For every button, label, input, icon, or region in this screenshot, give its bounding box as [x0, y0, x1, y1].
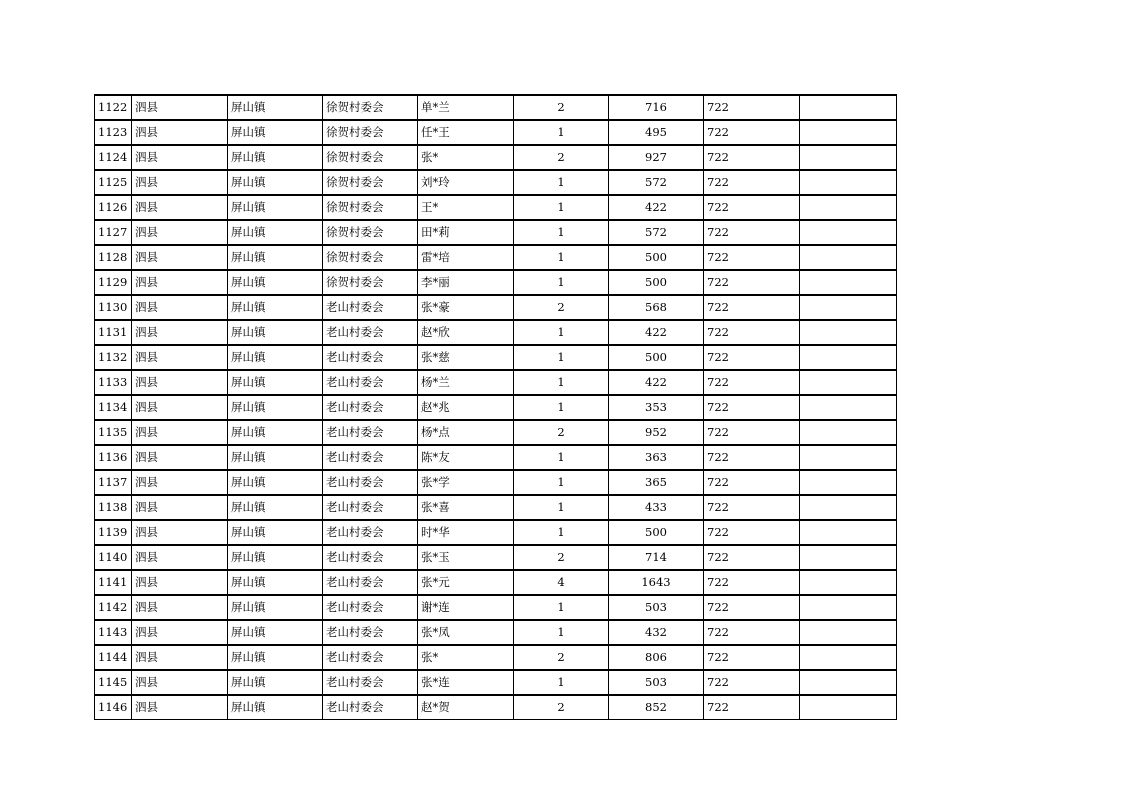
county-cell: 泗县: [132, 320, 228, 345]
household-count-cell: 2: [514, 645, 609, 670]
table-row: [95, 420, 897, 445]
row-index-cell: 1146: [95, 695, 132, 720]
row-index-cell: 1133: [95, 370, 132, 395]
table-row: [95, 170, 897, 195]
county-cell: 泗县: [132, 145, 228, 170]
town-cell: 屏山镇: [228, 570, 323, 595]
row-index-cell: 1143: [95, 620, 132, 645]
row-index-cell: 1122: [95, 95, 132, 120]
row-index-cell: 1132: [95, 345, 132, 370]
standard-cell: 722: [704, 95, 800, 120]
remark-cell: [800, 170, 897, 195]
village-cell: 徐贺村委会: [323, 95, 418, 120]
standard-cell: 722: [704, 170, 800, 195]
amount-cell: 952: [609, 420, 704, 445]
table-row: [95, 370, 897, 395]
standard-cell: 722: [704, 645, 800, 670]
table-row: [95, 620, 897, 645]
county-cell: 泗县: [132, 695, 228, 720]
town-cell: 屏山镇: [228, 345, 323, 370]
town-cell: 屏山镇: [228, 245, 323, 270]
village-cell: 徐贺村委会: [323, 195, 418, 220]
amount-cell: 716: [609, 95, 704, 120]
household-count-cell: 1: [514, 170, 609, 195]
county-cell: 泗县: [132, 295, 228, 320]
name-cell: 张*: [418, 145, 514, 170]
row-index-cell: 1137: [95, 470, 132, 495]
name-cell: 刘*玲: [418, 170, 514, 195]
village-cell: 老山村委会: [323, 595, 418, 620]
amount-cell: 806: [609, 645, 704, 670]
household-count-cell: 1: [514, 670, 609, 695]
row-index-cell: 1142: [95, 595, 132, 620]
town-cell: 屏山镇: [228, 170, 323, 195]
standard-cell: 722: [704, 420, 800, 445]
table-row: [95, 220, 897, 245]
town-cell: 屏山镇: [228, 395, 323, 420]
table-row: [95, 320, 897, 345]
village-cell: 徐贺村委会: [323, 220, 418, 245]
amount-cell: 568: [609, 295, 704, 320]
county-cell: 泗县: [132, 195, 228, 220]
row-index-cell: 1144: [95, 645, 132, 670]
village-cell: 老山村委会: [323, 295, 418, 320]
town-cell: 屏山镇: [228, 595, 323, 620]
amount-cell: 1643: [609, 570, 704, 595]
table-row: [95, 295, 897, 320]
standard-cell: 722: [704, 695, 800, 720]
county-cell: 泗县: [132, 345, 228, 370]
standard-cell: 722: [704, 495, 800, 520]
county-cell: 泗县: [132, 170, 228, 195]
household-count-cell: 2: [514, 295, 609, 320]
standard-cell: 722: [704, 195, 800, 220]
county-cell: 泗县: [132, 470, 228, 495]
remark-cell: [800, 245, 897, 270]
household-count-cell: 2: [514, 545, 609, 570]
row-index-cell: 1130: [95, 295, 132, 320]
table-body: [95, 95, 897, 720]
table-row: [95, 470, 897, 495]
name-cell: 张*凤: [418, 620, 514, 645]
standard-cell: 722: [704, 270, 800, 295]
name-cell: 赵*贺: [418, 695, 514, 720]
county-cell: 泗县: [132, 670, 228, 695]
household-count-cell: 1: [514, 370, 609, 395]
amount-cell: 500: [609, 245, 704, 270]
name-cell: 张*学: [418, 470, 514, 495]
row-index-cell: 1128: [95, 245, 132, 270]
row-index-cell: 1139: [95, 520, 132, 545]
row-index-cell: 1129: [95, 270, 132, 295]
table-row: [95, 345, 897, 370]
county-cell: 泗县: [132, 595, 228, 620]
town-cell: 屏山镇: [228, 445, 323, 470]
village-cell: 老山村委会: [323, 345, 418, 370]
remark-cell: [800, 645, 897, 670]
county-cell: 泗县: [132, 245, 228, 270]
remark-cell: [800, 470, 897, 495]
remark-cell: [800, 545, 897, 570]
town-cell: 屏山镇: [228, 220, 323, 245]
table-row: [95, 95, 897, 120]
table-row: [95, 445, 897, 470]
row-index-cell: 1135: [95, 420, 132, 445]
name-cell: 杨*兰: [418, 370, 514, 395]
row-index-cell: 1126: [95, 195, 132, 220]
standard-cell: 722: [704, 245, 800, 270]
amount-cell: 572: [609, 220, 704, 245]
town-cell: 屏山镇: [228, 470, 323, 495]
standard-cell: 722: [704, 570, 800, 595]
remark-cell: [800, 195, 897, 220]
remark-cell: [800, 295, 897, 320]
household-count-cell: 1: [514, 470, 609, 495]
amount-cell: 422: [609, 370, 704, 395]
table-row: [95, 695, 897, 720]
remark-cell: [800, 345, 897, 370]
remark-cell: [800, 320, 897, 345]
town-cell: 屏山镇: [228, 645, 323, 670]
town-cell: 屏山镇: [228, 420, 323, 445]
name-cell: 田*莉: [418, 220, 514, 245]
village-cell: 老山村委会: [323, 495, 418, 520]
amount-cell: 365: [609, 470, 704, 495]
county-cell: 泗县: [132, 545, 228, 570]
row-index-cell: 1125: [95, 170, 132, 195]
amount-cell: 422: [609, 195, 704, 220]
village-cell: 老山村委会: [323, 420, 418, 445]
remark-cell: [800, 370, 897, 395]
table-row: [95, 195, 897, 220]
row-index-cell: 1136: [95, 445, 132, 470]
county-cell: 泗县: [132, 645, 228, 670]
standard-cell: 722: [704, 295, 800, 320]
table-row: [95, 395, 897, 420]
village-cell: 老山村委会: [323, 570, 418, 595]
village-cell: 徐贺村委会: [323, 245, 418, 270]
household-count-cell: 1: [514, 270, 609, 295]
name-cell: 任*王: [418, 120, 514, 145]
village-cell: 老山村委会: [323, 470, 418, 495]
village-cell: 老山村委会: [323, 320, 418, 345]
remark-cell: [800, 95, 897, 120]
name-cell: 张*豪: [418, 295, 514, 320]
name-cell: 陈*友: [418, 445, 514, 470]
row-index-cell: 1131: [95, 320, 132, 345]
table-row: [95, 270, 897, 295]
row-index-cell: 1127: [95, 220, 132, 245]
table-row: [95, 670, 897, 695]
standard-cell: 722: [704, 145, 800, 170]
village-cell: 老山村委会: [323, 645, 418, 670]
household-count-cell: 1: [514, 120, 609, 145]
table-row: [95, 520, 897, 545]
standard-cell: 722: [704, 520, 800, 545]
remark-cell: [800, 420, 897, 445]
row-index-cell: 1134: [95, 395, 132, 420]
town-cell: 屏山镇: [228, 670, 323, 695]
name-cell: 张*元: [418, 570, 514, 595]
village-cell: 老山村委会: [323, 395, 418, 420]
household-count-cell: 2: [514, 420, 609, 445]
amount-cell: 353: [609, 395, 704, 420]
remark-cell: [800, 220, 897, 245]
village-cell: 老山村委会: [323, 520, 418, 545]
name-cell: 李*丽: [418, 270, 514, 295]
household-count-cell: 2: [514, 145, 609, 170]
town-cell: 屏山镇: [228, 695, 323, 720]
name-cell: 杨*点: [418, 420, 514, 445]
remark-cell: [800, 120, 897, 145]
table-row: [95, 595, 897, 620]
amount-cell: 500: [609, 520, 704, 545]
remark-cell: [800, 145, 897, 170]
standard-cell: 722: [704, 345, 800, 370]
village-cell: 老山村委会: [323, 620, 418, 645]
table-row: [95, 120, 897, 145]
county-cell: 泗县: [132, 570, 228, 595]
village-cell: 老山村委会: [323, 445, 418, 470]
remark-cell: [800, 670, 897, 695]
standard-cell: 722: [704, 545, 800, 570]
remark-cell: [800, 570, 897, 595]
village-cell: 老山村委会: [323, 695, 418, 720]
village-cell: 徐贺村委会: [323, 170, 418, 195]
amount-cell: 503: [609, 595, 704, 620]
name-cell: 赵*欣: [418, 320, 514, 345]
town-cell: 屏山镇: [228, 620, 323, 645]
standard-cell: 722: [704, 370, 800, 395]
county-cell: 泗县: [132, 445, 228, 470]
household-count-cell: 2: [514, 95, 609, 120]
village-cell: 老山村委会: [323, 670, 418, 695]
household-count-cell: 2: [514, 695, 609, 720]
standard-cell: 722: [704, 445, 800, 470]
county-cell: 泗县: [132, 270, 228, 295]
amount-cell: 503: [609, 670, 704, 695]
standard-cell: 722: [704, 395, 800, 420]
remark-cell: [800, 520, 897, 545]
town-cell: 屏山镇: [228, 195, 323, 220]
town-cell: 屏山镇: [228, 545, 323, 570]
town-cell: 屏山镇: [228, 370, 323, 395]
remark-cell: [800, 395, 897, 420]
amount-cell: 927: [609, 145, 704, 170]
town-cell: 屏山镇: [228, 95, 323, 120]
name-cell: 赵*兆: [418, 395, 514, 420]
remark-cell: [800, 270, 897, 295]
name-cell: 张*慈: [418, 345, 514, 370]
remark-cell: [800, 620, 897, 645]
village-cell: 徐贺村委会: [323, 145, 418, 170]
standard-cell: 722: [704, 120, 800, 145]
row-index-cell: 1145: [95, 670, 132, 695]
village-cell: 老山村委会: [323, 370, 418, 395]
row-index-cell: 1124: [95, 145, 132, 170]
amount-cell: 500: [609, 345, 704, 370]
town-cell: 屏山镇: [228, 320, 323, 345]
amount-cell: 714: [609, 545, 704, 570]
town-cell: 屏山镇: [228, 120, 323, 145]
name-cell: 王*: [418, 195, 514, 220]
name-cell: 单*兰: [418, 95, 514, 120]
amount-cell: 422: [609, 320, 704, 345]
county-cell: 泗县: [132, 495, 228, 520]
remark-cell: [800, 495, 897, 520]
county-cell: 泗县: [132, 95, 228, 120]
household-count-cell: 1: [514, 245, 609, 270]
table-row: [95, 570, 897, 595]
amount-cell: 852: [609, 695, 704, 720]
county-cell: 泗县: [132, 370, 228, 395]
row-index-cell: 1123: [95, 120, 132, 145]
amount-cell: 572: [609, 170, 704, 195]
remark-cell: [800, 595, 897, 620]
town-cell: 屏山镇: [228, 495, 323, 520]
table-row: [95, 545, 897, 570]
household-count-cell: 1: [514, 195, 609, 220]
village-cell: 徐贺村委会: [323, 270, 418, 295]
name-cell: 雷*培: [418, 245, 514, 270]
amount-cell: 433: [609, 495, 704, 520]
standard-cell: 722: [704, 670, 800, 695]
county-cell: 泗县: [132, 520, 228, 545]
household-count-cell: 1: [514, 445, 609, 470]
household-count-cell: 1: [514, 395, 609, 420]
county-cell: 泗县: [132, 120, 228, 145]
data-table: [94, 94, 897, 720]
amount-cell: 500: [609, 270, 704, 295]
remark-cell: [800, 445, 897, 470]
name-cell: 张*连: [418, 670, 514, 695]
town-cell: 屏山镇: [228, 270, 323, 295]
standard-cell: 722: [704, 320, 800, 345]
standard-cell: 722: [704, 220, 800, 245]
village-cell: 老山村委会: [323, 545, 418, 570]
table-row: [95, 495, 897, 520]
row-index-cell: 1138: [95, 495, 132, 520]
county-cell: 泗县: [132, 620, 228, 645]
table-row: [95, 645, 897, 670]
household-count-cell: 4: [514, 570, 609, 595]
table-row: [95, 145, 897, 170]
household-count-cell: 1: [514, 345, 609, 370]
name-cell: 谢*连: [418, 595, 514, 620]
name-cell: 张*喜: [418, 495, 514, 520]
standard-cell: 722: [704, 470, 800, 495]
household-count-cell: 1: [514, 595, 609, 620]
row-index-cell: 1141: [95, 570, 132, 595]
county-cell: 泗县: [132, 420, 228, 445]
row-index-cell: 1140: [95, 545, 132, 570]
household-count-cell: 1: [514, 495, 609, 520]
household-count-cell: 1: [514, 220, 609, 245]
name-cell: 张*玉: [418, 545, 514, 570]
household-count-cell: 1: [514, 520, 609, 545]
amount-cell: 363: [609, 445, 704, 470]
town-cell: 屏山镇: [228, 295, 323, 320]
table-row: [95, 245, 897, 270]
household-count-cell: 1: [514, 620, 609, 645]
name-cell: 时*华: [418, 520, 514, 545]
amount-cell: 495: [609, 120, 704, 145]
remark-cell: [800, 695, 897, 720]
standard-cell: 722: [704, 620, 800, 645]
town-cell: 屏山镇: [228, 520, 323, 545]
county-cell: 泗县: [132, 395, 228, 420]
county-cell: 泗县: [132, 220, 228, 245]
town-cell: 屏山镇: [228, 145, 323, 170]
village-cell: 徐贺村委会: [323, 120, 418, 145]
name-cell: 张*: [418, 645, 514, 670]
household-count-cell: 1: [514, 320, 609, 345]
standard-cell: 722: [704, 595, 800, 620]
amount-cell: 432: [609, 620, 704, 645]
